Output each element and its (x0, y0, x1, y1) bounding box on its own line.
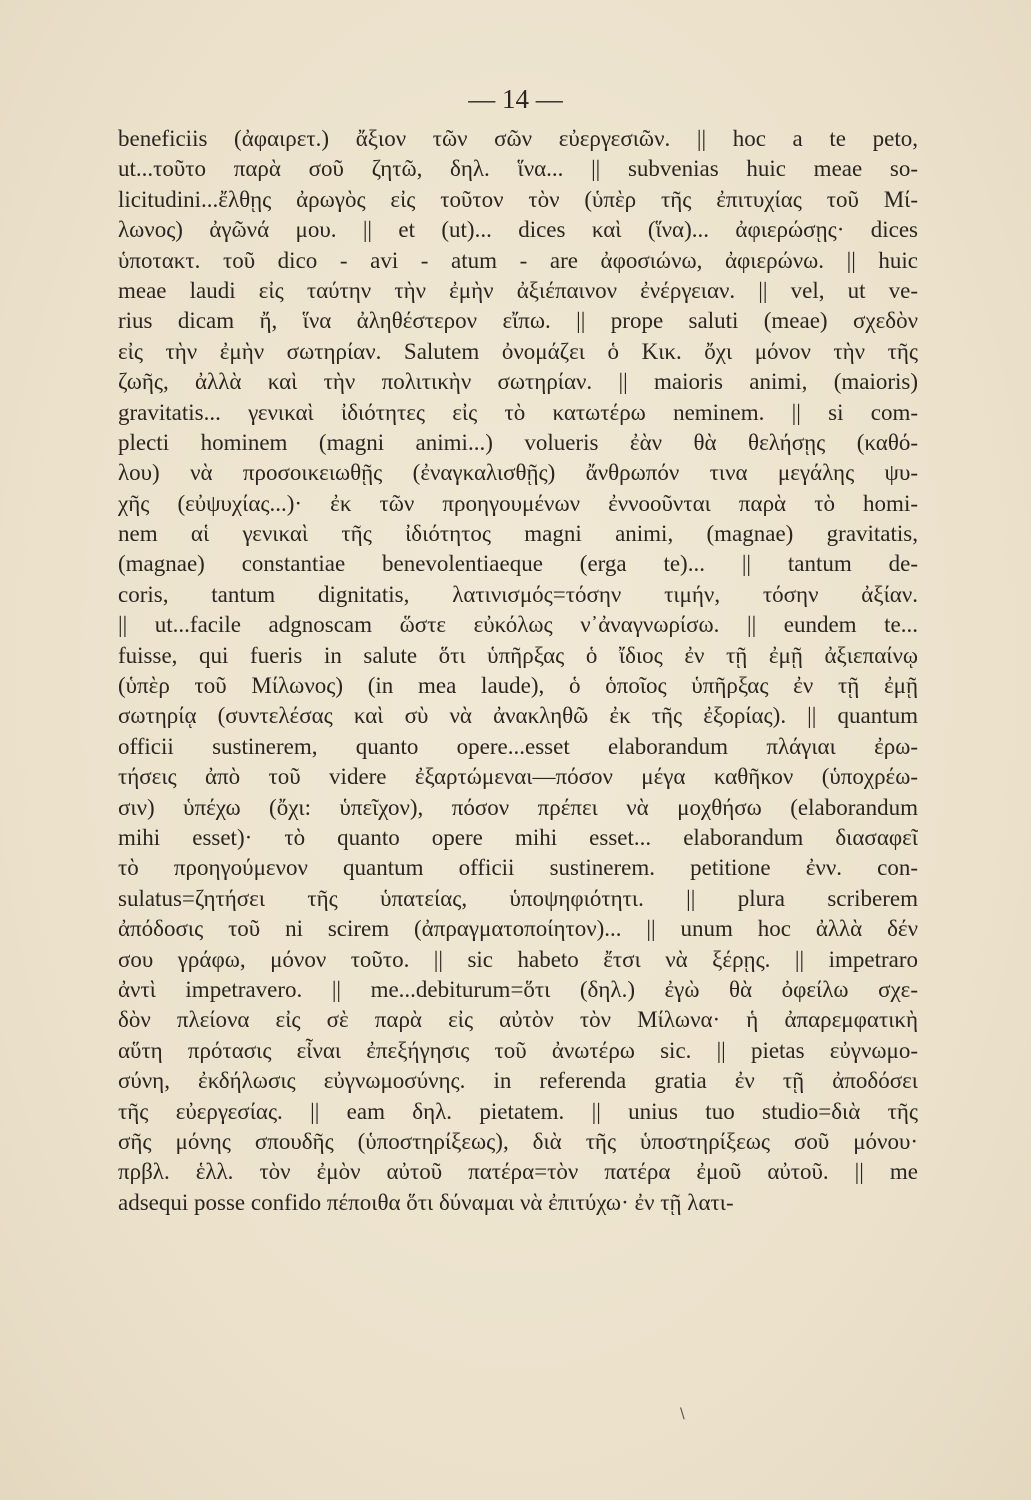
text-line: σύνη, ἐκδήλωσις εὐγνωμοσύνης. in referenda gratia ἐν τῇ ἀποδόσει (118, 1068, 918, 1094)
text-line: αὕτη πρότασις εἶναι ἐπεξήγησις τοῦ ἀνωτέρω sic. || pietas εὐγνωμο- (118, 1037, 918, 1063)
text-line: adsequi posse confido πέποιθα ὅτι δύναμαι νὰ ἐπιτύχω· ἐν τῇ λατι- (118, 1189, 734, 1215)
text-line: ἀντὶ impetravero. || me...debiturum=ὅτι (δηλ.) ἐγὼ θὰ ὀφείλω σχε- (118, 976, 918, 1002)
text-line: σωτηρίᾳ (συντελέσας καὶ σὺ νὰ ἀνακληθῶ ἐκ τῆς ἐξορίας). || quantum (118, 703, 918, 729)
text-line: ζωῆς, ἀλλὰ καὶ τὴν πολιτικὴν σωτηρίαν. || maioris animi, (maioris) (118, 369, 918, 395)
text-line: rius dicam ἤ, ἵνα ἀληθέστερον εἴπω. || prope saluti (meae) σχεδὸν (118, 308, 918, 334)
text-line: ut...τοῦτο παρὰ σοῦ ζητῶ, δηλ. ἵνα... || subvenias huic meae so- (118, 156, 918, 182)
text-line: sulatus=ζητήσει τῆς ὑπατείας, ὑποψηφιότητι. || plura scriberem (118, 885, 918, 911)
text-line: || ut...facile adgnoscam ὥστε εὐκόλως ν᾽ἀναγνωρίσω. || eundem te... (118, 612, 918, 638)
text-line: σῆς μόνης σπουδῆς (ὑποστηρίξεως), διὰ τῆς ὑποστηρίξεως σοῦ μόνου· (118, 1128, 918, 1154)
text-line: meae laudi εἰς ταύτην τὴν ἐμὴν ἀξιέπαινον ἐνέργειαν. || vel, ut ve- (118, 277, 918, 303)
text-line: nem αἱ γενικαὶ τῆς ἰδιότητος magni animi, (magnae) gravitatis, (118, 521, 918, 547)
text-line: ἀπόδοσις τοῦ ni scirem (ἀπραγματοποίητον)... || unum hoc ἀλλὰ δέν (118, 916, 918, 942)
text-line: officii sustinerem, quanto opere...esset elaborandum πλάγιαι ἐρω- (118, 733, 918, 759)
body-text (118, 124, 918, 1218)
text-line: beneficiis (ἀφαιρετ.) ἄξιον τῶν σῶν εὐεργεσιῶν. || hoc a te peto, (118, 126, 918, 151)
text-line: εἰς τὴν ἐμὴν σωτηρίαν. Salutem ὀνομάζει ὁ Κικ. ὄχι μόνον τὴν τῆς (118, 338, 918, 364)
text-line: τῆς εὐεργεσίας. || eam δηλ. pietatem. || unius tuo studio=διὰ τῆς (118, 1098, 918, 1124)
text-line: (ὑπὲρ τοῦ Μίλωνος) (in mea laude), ὁ ὁποῖος ὑπῆρξας ἐν τῇ ἐμῇ (118, 673, 918, 699)
page-number: — 14 — (468, 84, 563, 114)
text-line: τήσεις ἀπὸ τοῦ videre ἐξαρτώμεναι—πόσον μέγα καθῆκον (ὑποχρέω- (118, 764, 918, 790)
text-line: mihi esset)· τὸ quanto opere mihi esset... elaborandum διασαφεῖ (118, 824, 918, 850)
text-line: λωνος) ἀγῶνά μου. || et (ut)... dices καὶ (ἵνα)... ἀφιερώσῃς· dices (118, 217, 918, 243)
text-line: πρβλ. ἑλλ. τὸν ἐμὸν αὐτοῦ πατέρα=τὸν πατέρα ἐμοῦ αὐτοῦ. || me (118, 1159, 918, 1185)
text-line: σιν) ὑπέχω (ὄχι: ὑπεῖχον), πόσον πρέπει νὰ μοχθήσω (elaborandum (118, 794, 918, 820)
text-line: τὸ προηγούμενον quantum officii sustinerem. petitione ἐνν. con- (118, 855, 918, 881)
stray-mark: \ (680, 1406, 685, 1422)
text-line: coris, tantum dignitatis, λατινισμός=τόσην τιμήν, τόσην ἀξίαν. (118, 581, 918, 607)
text-line: σου γράφω, μόνον τοῦτο. || sic habeto ἔτσι νὰ ξέρῃς. || impetraro (118, 946, 918, 972)
text-line: plecti hominem (magni animi...) volueris ἐὰν θὰ θελήσῃς (καθό- (118, 429, 918, 455)
text-line: licitudini...ἔλθῃς ἀρωγὸς εἰς τοῦτον τὸν (ὑπὲρ τῆς ἐπιτυχίας τοῦ Μί- (118, 186, 918, 212)
text-line: δὸν πλείονα εἰς σὲ παρὰ εἰς αὐτὸν τὸν Μίλωνα· ἡ ἀπαρεμφατικὴ (118, 1007, 918, 1033)
text-line: gravitatis... γενικαὶ ἰδιότητες εἰς τὸ κατωτέρω neminem. || si com- (118, 399, 918, 425)
text-line: χῆς (εὐψυχίας...)· ἐκ τῶν προηγουμένων ἐννοοῦνται παρὰ τὸ homi- (118, 490, 918, 516)
text-line: fuisse, qui fueris in salute ὅτι ὑπῆρξας ὁ ἴδιος ἐν τῇ ἐμῇ ἀξιεπαίνῳ (118, 642, 918, 668)
text-line: λου) νὰ προσοικειωθῇς (ἐναγκαλισθῇς) ἄνθρωπόν τινα μεγάλης ψυ- (118, 460, 918, 486)
text-line: ὑποτακτ. τοῦ dico - avi - atum - are ἀφοσιώνω, ἀφιερώνω. || huic (118, 247, 918, 273)
text-line: (magnae) constantiae benevolentiaeque (erga te)... || tantum de- (118, 551, 918, 577)
